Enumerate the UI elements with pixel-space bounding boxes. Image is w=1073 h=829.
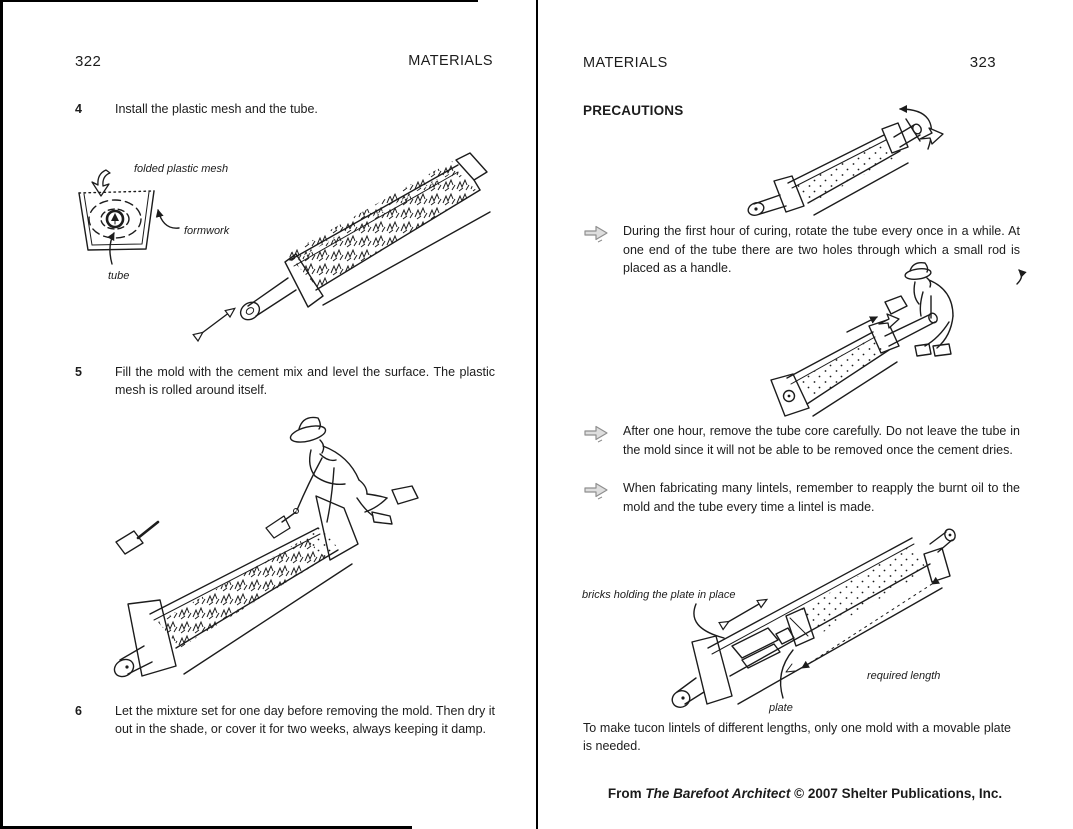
worker-figure [289,417,418,524]
slide-double-arrow-icon [728,600,766,622]
double-arrow-icon [202,309,234,333]
label-plate: plate [769,702,793,714]
step-4-number: 4 [75,102,82,116]
bullet-reapply-oil [583,479,1020,516]
step-4 [75,100,493,118]
mallet-icon [116,531,143,554]
copyright-footer [545,786,1065,801]
figure-rotate-tube [730,95,1030,225]
worker-figure [885,263,1022,356]
bullet-rotate-tube-text: During the first hour of curing, rotate the tube every once in a while. At one end of the tube there are two holes through which a small rod is placed as a handle. [623,224,1020,275]
cloth [885,296,907,314]
step-6-text: Let the mixture set for one day before removing the mold. Then dry it out in the shade, or cover it for two weeks, always keeping it damp. [115,704,495,736]
leader-bricks [694,604,724,638]
figure-worker-leveling [80,410,525,695]
bullet-arrow-icon [583,479,623,516]
scan-edge-top [0,0,478,2]
left-page-number: 322 [75,53,102,70]
leader-formwork [158,210,179,228]
step-4-text: Install the plastic mesh and the tube. [115,102,318,116]
page-divider [536,0,538,829]
rotation-arrow-icon [900,109,932,149]
tube-end [237,299,263,324]
bullet-remove-core-text: After one hour, remove the tube core carefully. Do not leave the tube in the mold since it will not be able to be removed once the cement dries. [623,424,1020,457]
right-page-number: 323 [969,54,996,71]
left-running-header: MATERIALS [408,53,493,69]
footer-book-title: The Barefoot Architect [645,786,791,801]
footer-prefix: From [607,786,646,801]
label-bricks: bricks holding the plate in place [582,589,736,601]
label-required-length: required length [867,670,941,682]
right-running-header: MATERIALS [583,55,668,71]
bullet-remove-core [583,422,1020,459]
footer-suffix: © 2007 Shelter Publications, Inc. [790,786,1003,801]
scan-edge-left [0,0,3,829]
step-5-text: Fill the mold with the cement mix and level the surface. The plastic mesh is rolled around itself. [115,365,495,397]
figure-mold-with-mesh [190,150,525,355]
bullet-arrow-icon [583,422,623,459]
bullet-reapply-oil-text: When fabricating many lintels, remember to reapply the burnt oil to the mold and the tube every time a lintel is made. [623,481,1020,514]
step-5 [75,363,495,399]
hollow-arrow-icon [920,128,943,144]
step-6 [75,702,495,738]
precautions-heading: PRECAUTIONS [583,103,684,118]
step-5-number: 5 [75,365,82,379]
step-6-number: 6 [75,704,82,718]
closing-paragraph: To make tucon lintels of different lengths, only one mold with a movable plate is needed. [583,721,1011,753]
label-folded-plastic-mesh: folded plastic mesh [134,163,229,175]
label-formwork: formwork [184,225,230,237]
figure-movable-plate-mold [580,518,1055,718]
handle-rod [906,119,920,141]
label-tube: tube [108,270,130,282]
figure-remove-tube [735,258,1035,423]
bullet-arrow-icon [583,222,623,278]
